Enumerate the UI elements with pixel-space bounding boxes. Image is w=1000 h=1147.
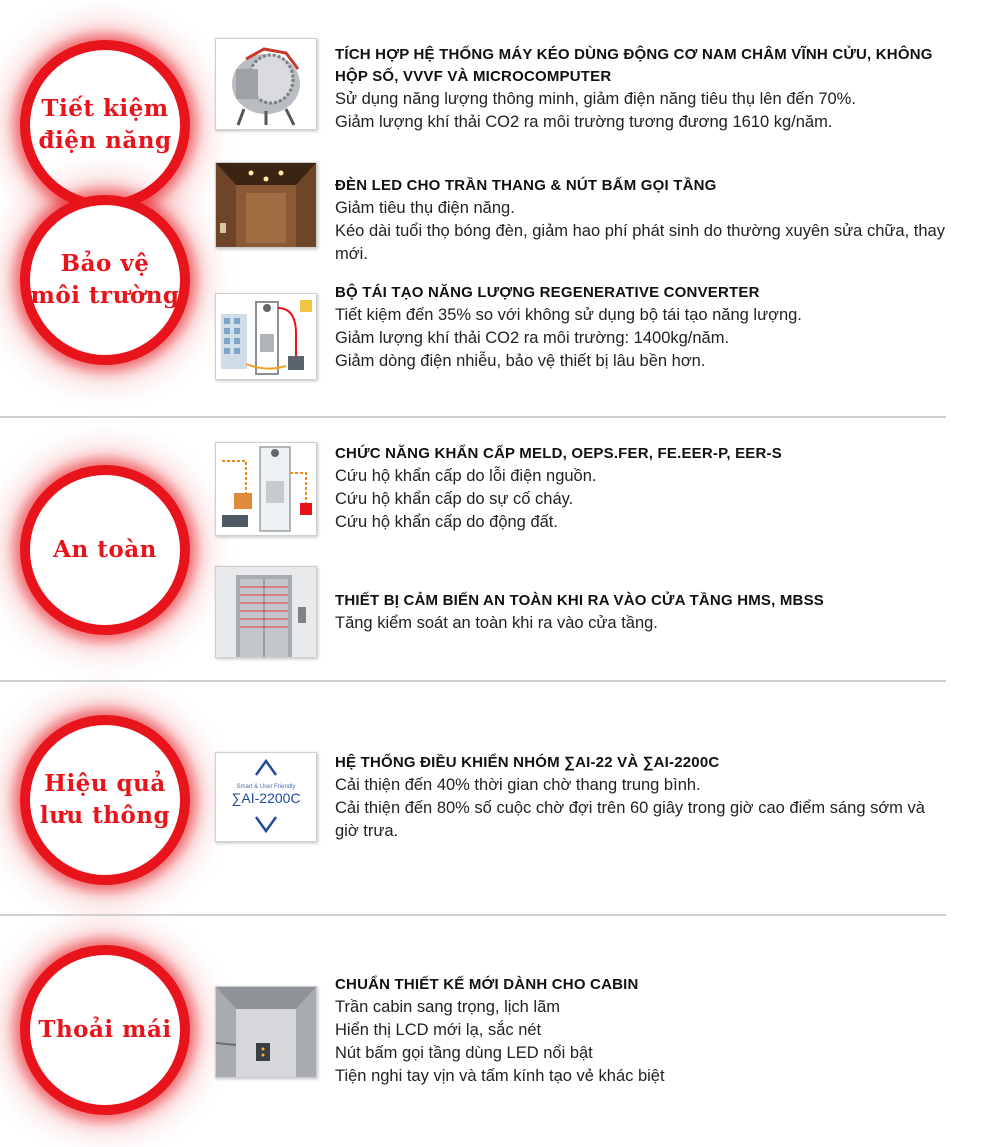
cabin-interior-image: [215, 986, 317, 1078]
feature-title: CHUẨN THIẾT KẾ MỚI DÀNH CHO CABIN: [335, 976, 639, 993]
feature-line: Giảm dòng điện nhiễu, bảo vệ thiết bị lâu bền hơn.: [335, 352, 706, 370]
feature-title: ĐÈN LED CHO TRẦN THANG & NÚT BẤM GỌI TẦNG: [335, 177, 717, 194]
feature-line: Cứu hộ khẩn cấp do động đất.: [335, 513, 558, 531]
badge-traffic-efficiency: Hiệu quả lưu thông: [20, 715, 190, 885]
feature-line: Tiết kiệm đến 35% so với không sử dụng bộ tái tạo năng lượng.: [335, 306, 802, 324]
feature-line: Sử dụng năng lượng thông minh, giảm điện năng tiêu thụ lên đến 70%.: [335, 90, 856, 108]
feature-line: Giảm lượng khí thải CO2 ra môi trường: 1400kg/năm.: [335, 329, 730, 347]
feature-line: Cứu hộ khẩn cấp do sự cố cháy.: [335, 490, 574, 508]
feature-line: Cải thiện đến 80% số cuộc chờ đợi trên 60 giây trong giờ cao điểm sáng sớm và giờ trưa.: [335, 799, 925, 840]
traction-machine-image: [215, 38, 317, 130]
feature-cabin-design: [335, 974, 945, 1088]
svg-text:∑AI-2200C: ∑AI-2200C: [231, 790, 301, 806]
feature-title: THIẾT BỊ CẢM BIẾN AN TOÀN KHI RA VÀO CỬA TẦNG HMS, MBSS: [335, 592, 825, 609]
feature-line: Kéo dài tuổi thọ bóng đèn, giảm hao phí phát sinh do thường xuyên sửa chữa, thay mới.: [335, 222, 945, 263]
badge-energy-saving: Tiết kiệm điện năng: [20, 40, 190, 210]
section-divider: [0, 914, 946, 916]
badge-environment: Bảo vệ môi trường: [20, 195, 190, 365]
led-ceiling-image: [215, 162, 317, 248]
regenerative-converter-image: [215, 293, 317, 380]
feature-line: Cải thiện đến 40% thời gian chờ thang trung bình.: [335, 776, 701, 794]
svg-text:Smart & User Friendly: Smart & User Friendly: [236, 784, 296, 790]
badge-comfort: Thoải mái: [20, 945, 190, 1115]
feature-title: CHỨC NĂNG KHẨN CẤP MELD, OEPS.FER, FE.EER-P, EER-S: [335, 445, 782, 462]
feature-line: Cứu hộ khẩn cấp do lỗi điện nguồn.: [335, 467, 597, 485]
feature-title: BỘ TÁI TẠO NĂNG LƯỢNG REGENERATIVE CONVERTER: [335, 284, 760, 301]
sigma-ai-2200c-logo: [215, 752, 317, 842]
badge-safety: An toàn: [20, 465, 190, 635]
feature-traction-machine: [335, 44, 945, 134]
feature-line: Tiện nghi tay vịn và tấm kính tạo vẻ khác biệt: [335, 1067, 665, 1085]
feature-led-lighting: [335, 175, 945, 266]
feature-emergency: [335, 443, 945, 534]
feature-line: Giảm lượng khí thải CO2 ra môi trường tương đương 1610 kg/năm.: [335, 113, 833, 131]
emergency-function-image: [215, 442, 317, 536]
section-divider: [0, 680, 946, 682]
feature-line: Trần cabin sang trọng, lịch lãm: [335, 998, 560, 1016]
feature-door-sensor: [335, 590, 945, 635]
feature-title: HỆ THỐNG ĐIỀU KHIỂN NHÓM ∑AI-22 VÀ ∑AI-2200C: [335, 754, 720, 771]
feature-regenerative-converter: [335, 282, 945, 373]
feature-line: Hiển thị LCD mới lạ, sắc nét: [335, 1021, 542, 1039]
feature-group-control: [335, 752, 945, 843]
door-sensor-image: [215, 566, 317, 658]
feature-line: Nút bấm gọi tầng dùng LED nổi bật: [335, 1044, 593, 1062]
feature-line: Tăng kiểm soát an toàn khi ra vào cửa tầng.: [335, 614, 658, 632]
feature-title: TÍCH HỢP HỆ THỐNG MÁY KÉO DÙNG ĐỘNG CƠ NAM CHÂM VĨNH CỬU, KHÔNG HỘP SỐ, VVVF VÀ MICROCOMPUTER: [335, 46, 933, 85]
section-divider: [0, 416, 946, 418]
feature-line: Giảm tiêu thụ điện năng.: [335, 199, 515, 217]
